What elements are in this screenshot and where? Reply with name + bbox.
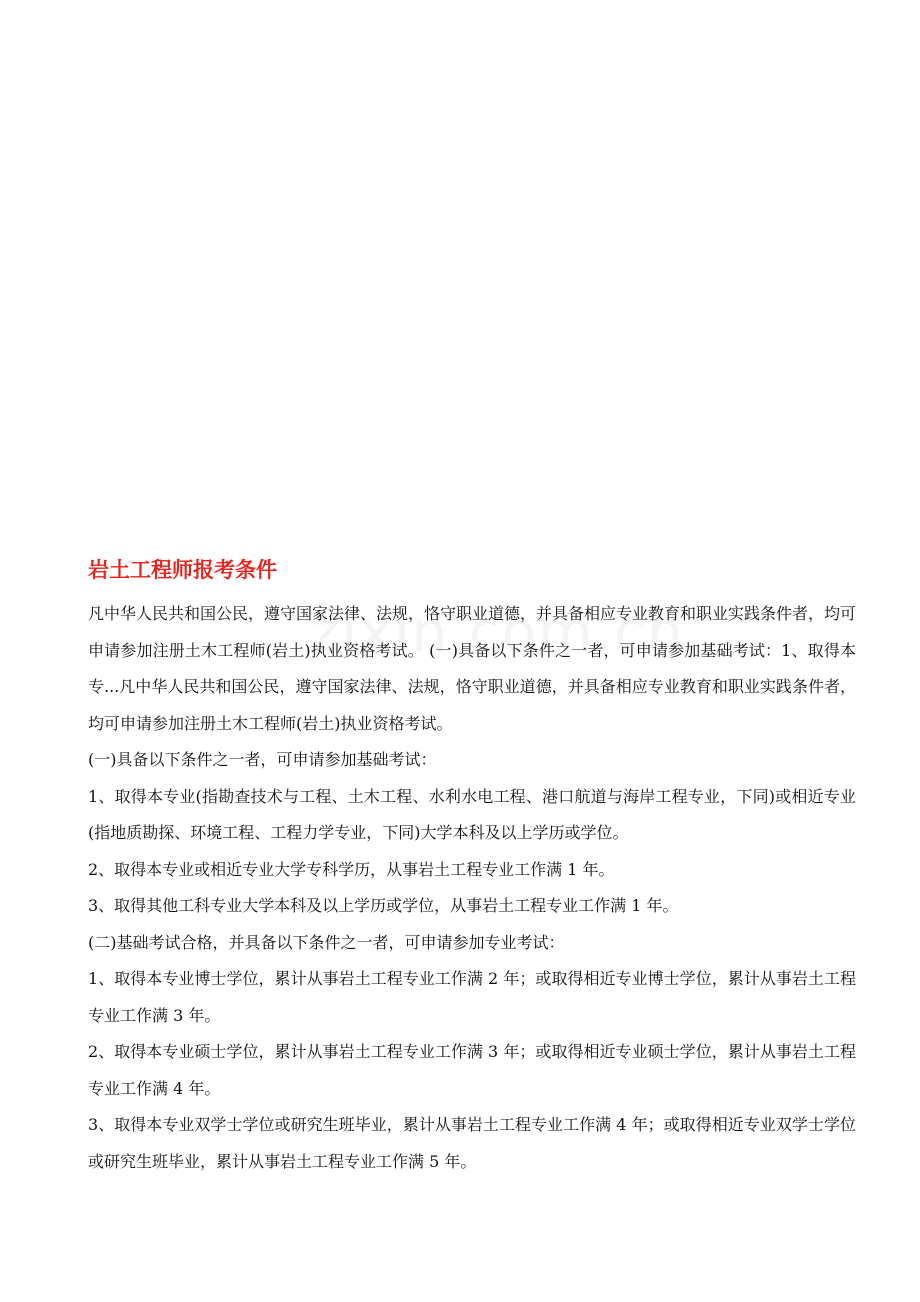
document-body bbox=[88, 552, 856, 1180]
paragraph-professional-item-2: 2、取得本专业硕士学位，累计从事岩土工程专业工作满 3 年；或取得相近专业硕士学位，累计从事岩土工程专业工作满 4 年。 bbox=[88, 1042, 856, 1098]
paragraph-basic-exam-heading: (一)具备以下条件之一者，可申请参加基础考试： bbox=[88, 750, 437, 769]
paragraph-basic-item-2: 2、取得本专业或相近专业大学专科学历，从事岩土工程专业工作满 1 年。 bbox=[88, 859, 615, 879]
paragraph-basic-item-3: 3、取得其他工科专业大学本科及以上学历或学位，从事岩土工程专业工作满 1 年。 bbox=[88, 896, 679, 915]
paragraph-intro: 凡中华人民共和国公民，遵守国家法律、法规，恪守职业道德，并具备相应专业教育和职业实践条件者，均可申请参加注册土木工程师(岩土)执业资格考试。 (一)具备以下条件之一者，可申请参加基础考试：1、取得本专...凡中华人民共和国公民，遵守国家法律、法规，恪守职业道德，并具备相应专业教育和职业实践条件者，均可申请参加注册土木工程师(岩土)执业资格考试。 bbox=[88, 604, 857, 733]
paragraph-professional-exam-heading: (二)基础考试合格，并具备以下条件之一者，可申请参加专业考试： bbox=[88, 932, 565, 952]
paragraph-professional-item-3: 3、取得本专业双学士学位或研究生班毕业，累计从事岩土工程专业工作满 4 年；或取得相近专业双学士学位或研究生班毕业，累计从事岩土工程专业工作满 5 年。 bbox=[88, 1115, 856, 1171]
paragraph-basic-item-1: 1、取得本专业(指勘查技术与工程、土木工程、水利水电工程、港口航道与海岸工程专业，下同)或相近专业(指地质勘探、环境工程、工程力学专业，下同)大学本科及以上学历或学位。 bbox=[88, 786, 856, 842]
paragraph-professional-item-1: 1、取得本专业博士学位，累计从事岩土工程专业工作满 2 年；或取得相近专业博士学位，累计从事岩土工程专业工作满 3 年。 bbox=[88, 969, 856, 1025]
document-title: 岩土工程师报考条件 bbox=[88, 558, 277, 582]
